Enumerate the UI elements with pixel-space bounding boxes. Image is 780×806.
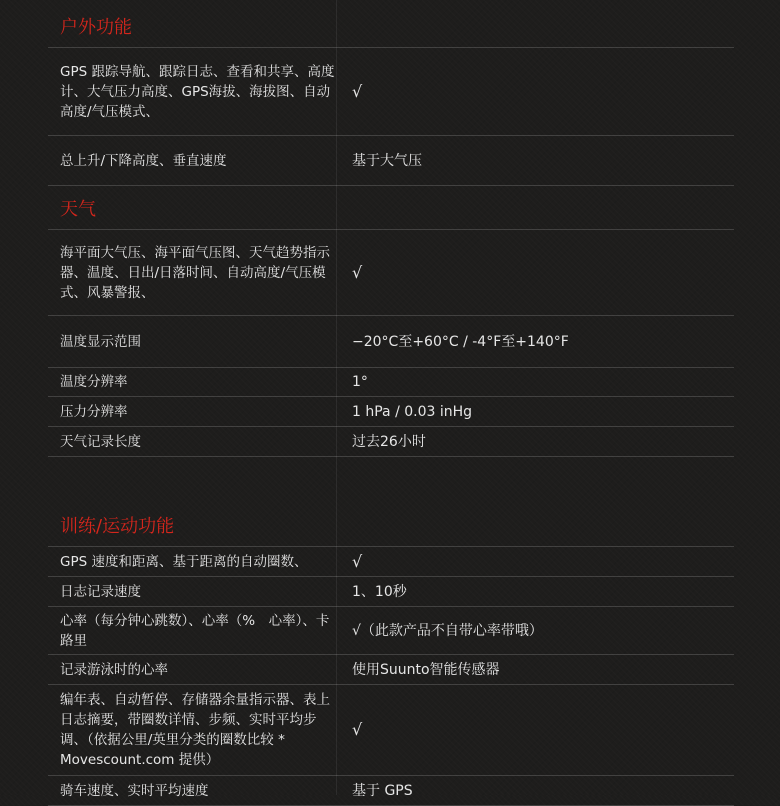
feature-label: 温度显示范围 [60, 333, 141, 350]
spec-table [48, 0, 734, 806]
table-row [48, 136, 734, 186]
section-title-outdoor: 户外功能 [48, 0, 734, 48]
table-row [48, 230, 734, 316]
table-row [48, 776, 734, 806]
feature-value: 1° [352, 374, 368, 390]
feature-label: 编年表、自动暂停、存储器余量指示器、表上日志摘要，带圈数详情、步频、实时平均步调、（依据公里/英里分类的圈数比较 * Movescount.com 提供） [60, 692, 330, 768]
table-row [48, 48, 734, 136]
feature-value: 使用Suunto智能传感器 [352, 661, 500, 678]
feature-label: 总上升/下降高度、垂直速度 [60, 152, 227, 169]
table-row [48, 607, 734, 655]
table-row [48, 547, 734, 577]
table-row [48, 397, 734, 427]
feature-label: 天气记录长度 [60, 433, 141, 450]
table-row [48, 577, 734, 607]
feature-value: √ [352, 262, 363, 282]
feature-label: 压力分辨率 [60, 403, 128, 420]
feature-value: 1 hPa / 0.03 inHg [352, 403, 473, 420]
feature-value: 基于 GPS [352, 782, 413, 799]
feature-value: 基于大气压 [352, 152, 422, 169]
feature-label: 海平面大气压、海平面气压图、天气趋势指示器、温度、日出/日落时间、自动高度/气压模式、风暴警报、 [60, 244, 330, 301]
feature-label: 温度分辨率 [60, 374, 128, 390]
section-title-training: 训练/运动功能 [48, 457, 734, 547]
feature-value: √ [352, 720, 363, 739]
feature-label: 日志记录速度 [60, 583, 141, 600]
feature-value: √ [352, 551, 363, 571]
table-row [48, 427, 734, 457]
feature-label: 记录游泳时的心率 [60, 661, 168, 678]
table-row [48, 655, 734, 685]
table-row [48, 316, 734, 368]
feature-label: GPS 速度和距离、基于距离的自动圈数、 [60, 553, 308, 570]
feature-value: 过去26小时 [352, 433, 426, 450]
section-title-weather: 天气 [48, 186, 734, 230]
feature-label: GPS 跟踪导航、跟踪日志、查看和共享、高度计、大气压力高度、GPS海拔、海拔图、自动高度/气压模式、 [60, 63, 335, 120]
feature-value: √（此款产品不自带心率带哦） [352, 622, 543, 639]
feature-value: 1、10秒 [352, 583, 407, 600]
feature-value: √ [352, 81, 363, 101]
feature-value: −20°C至+60°C / -4°F至+140°F [352, 333, 569, 350]
feature-label: 骑车速度、实时平均速度 [60, 782, 209, 799]
table-row [48, 368, 734, 397]
feature-label: 心率（每分钟心跳数）、心率（% 心率）、卡路里 [60, 612, 330, 649]
table-row [48, 685, 734, 776]
